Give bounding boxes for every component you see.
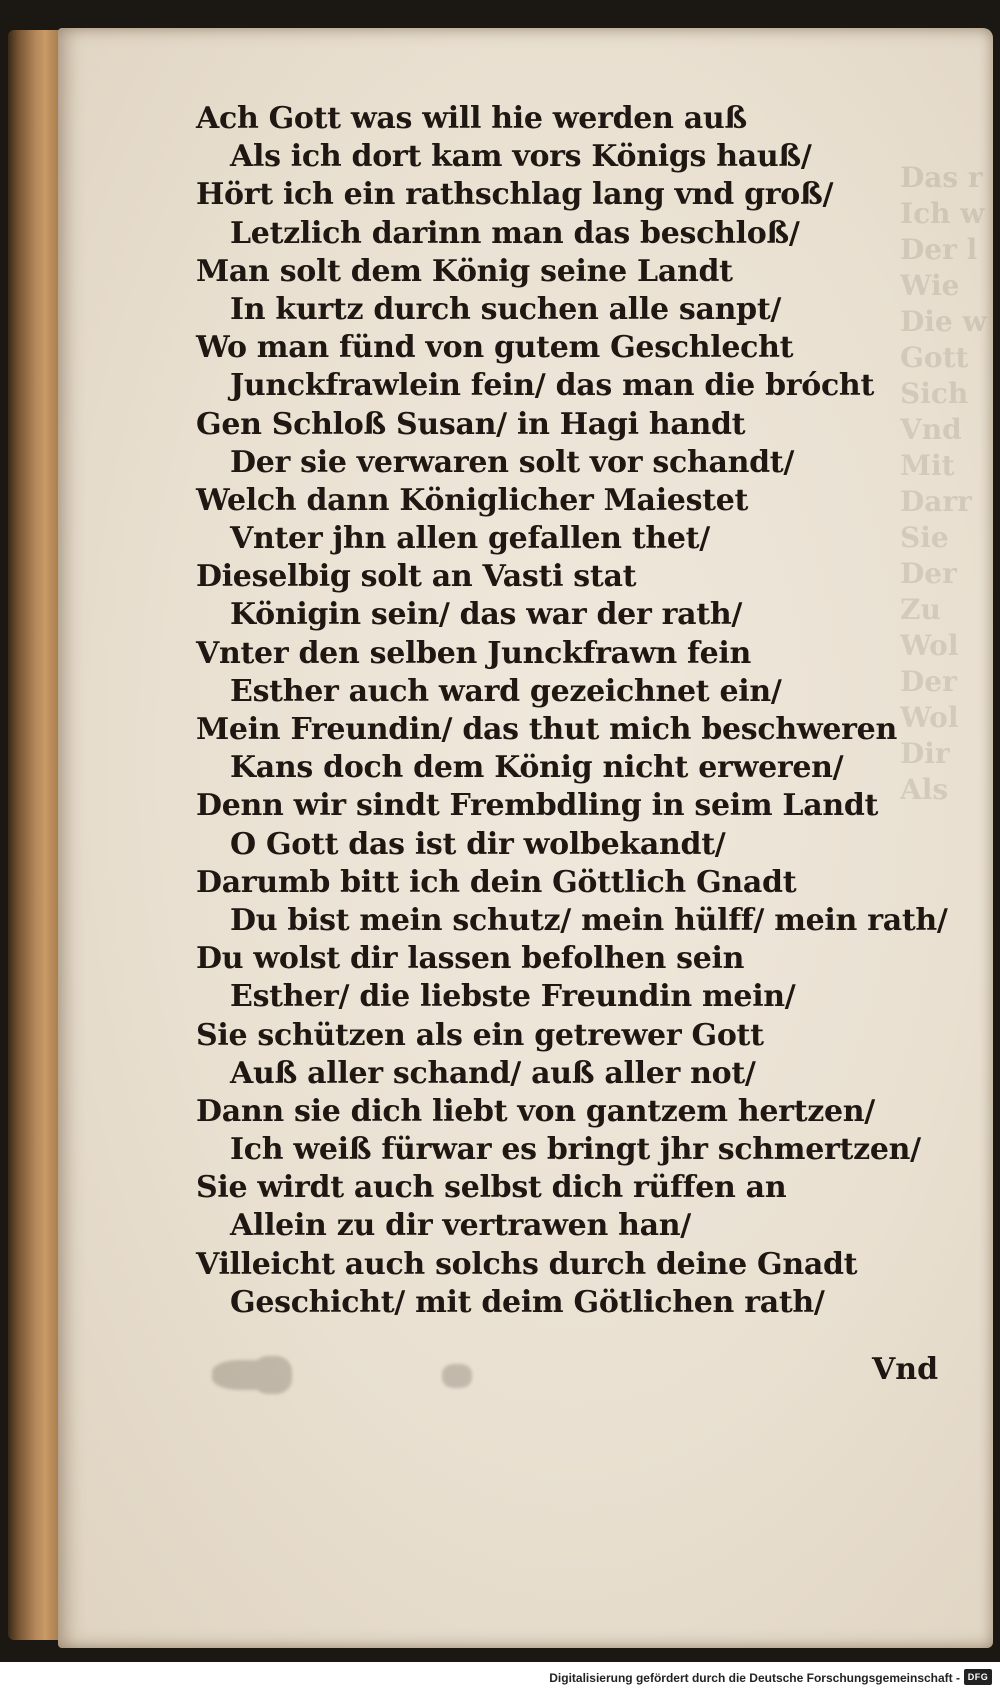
verse-line: Sie schützen als ein getrewer Gott [196, 1017, 764, 1053]
catchword: Vnd [872, 1352, 939, 1387]
verse-line: Kans doch dem König nicht erweren/ [230, 750, 844, 786]
verse-line: Auß aller schand/ auß aller not/ [230, 1055, 756, 1091]
verse-line: Villeicht auch solchs durch deine Gnadt [196, 1246, 858, 1282]
verse-line: Dann sie dich liebt von gantzem hertzen/ [196, 1093, 875, 1129]
verse-line: Du wolst dir lassen befolhen sein [196, 941, 745, 977]
verse-line: Man solt dem König seine Landt [196, 253, 733, 289]
verse-line: Mein Freundin/ das thut mich beschweren [196, 712, 897, 747]
verse-line: Ich weiß fürwar es bringt jhr schmertzen/ [230, 1132, 921, 1168]
verse-line: Königin sein/ das war der rath/ [230, 597, 742, 633]
verse-line: Dieselbig solt an Vasti stat [196, 559, 637, 595]
digitization-footer [0, 1662, 1000, 1695]
verse-line: In kurtz durch suchen alle sanpt/ [230, 291, 782, 327]
verse-line: Junckfrawlein fein/ das man die brócht [230, 368, 875, 404]
verse-line: Darumb bitt ich dein Göttlich Gnadt [196, 864, 797, 900]
ink-smudge [212, 1352, 512, 1398]
verse-line: Sie wirdt auch selbst dich rüffen an [196, 1170, 787, 1206]
verse-line: Vnter jhn allen gefallen thet/ [230, 521, 710, 557]
verse-line: Wo man fünd von gutem Geschlecht [196, 330, 794, 366]
verse-line: Geschicht/ mit deim Götlichen rath/ [230, 1284, 825, 1320]
funding-credit: Digitalisierung gefördert durch die Deutsche Forschungsgemeinschaft - [549, 1671, 960, 1685]
verse-line: Hört ich ein rathschlag lang vnd groß/ [196, 177, 834, 213]
verse-line: Letzlich darinn man das beschloß/ [230, 215, 800, 251]
verse-line: Allein zu dir vertrawen han/ [230, 1208, 691, 1244]
bleed-through-from-next-leaf: Das r Ich w Der l Wie Die w Gott Sich Vnd Mit Darr Sie Der Zu Wol Der Wol Dir Als [900, 161, 987, 806]
verse-line: Esther/ die liebste Freundin mein/ [230, 979, 796, 1015]
verse-line: Als ich dort kam vors Königs hauß/ [230, 139, 812, 175]
verse-line: Gen Schloß Susan/ in Hagi handt [196, 406, 746, 442]
verse-line: Der sie verwaren solt vor schandt/ [230, 444, 795, 480]
verse-line: Esther auch ward gezeichnet ein/ [230, 673, 782, 709]
verse-line: Vnter den selben Junckfrawn fein [196, 635, 751, 671]
verse-line: O Gott das ist dir wolbekandt/ [230, 826, 726, 862]
verse-line: Welch dann Königlicher Maiestet [196, 482, 749, 518]
verse-line: Denn wir sindt Frembdling in seim Landt [196, 788, 879, 824]
verse-line: Ach Gott was will hie werden auß [196, 101, 747, 136]
dfg-logo-icon: DFG [964, 1669, 992, 1685]
verse-line: Du bist mein schutz/ mein hülff/ mein rath/ [230, 902, 948, 938]
